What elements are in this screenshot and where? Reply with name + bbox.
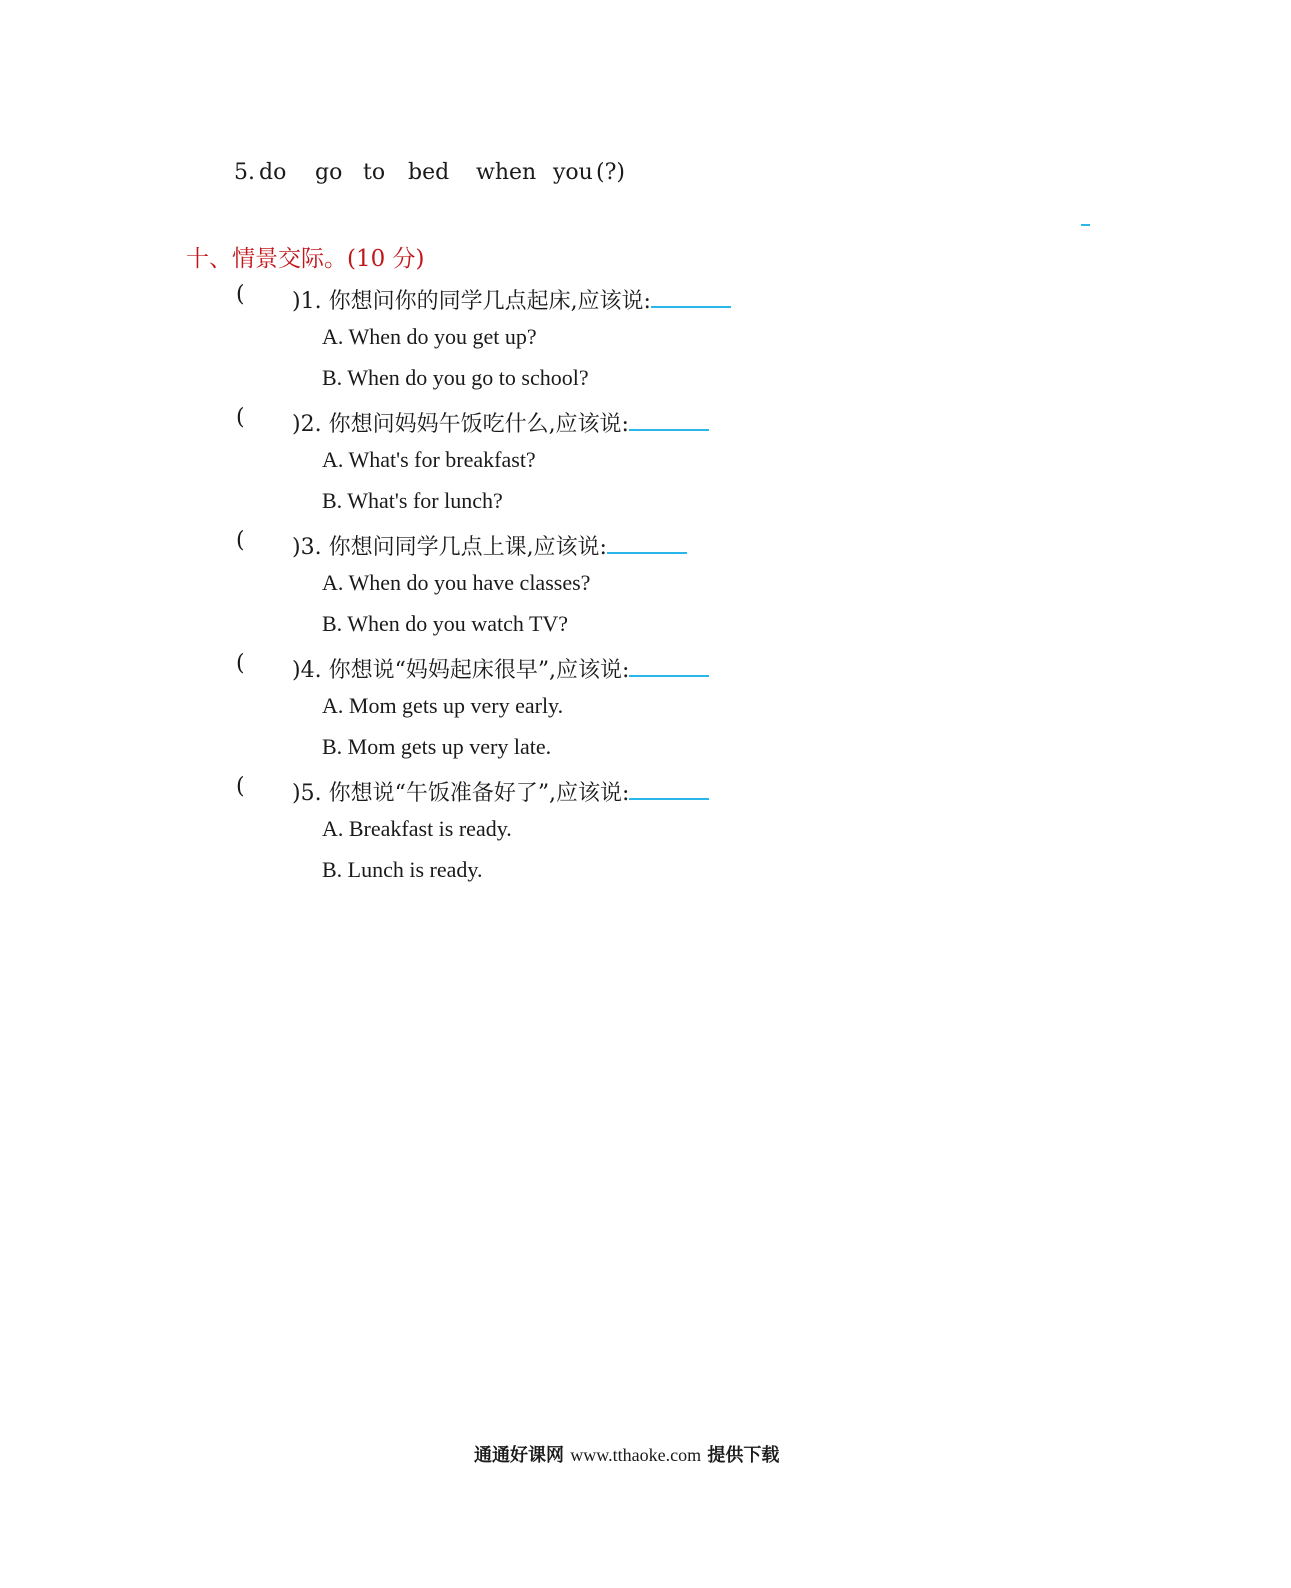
answer-blank[interactable] — [629, 774, 709, 800]
option-b: B. Lunch is ready. — [322, 857, 483, 882]
question-text: )5. 你想说“午饭准备好了”,应该说: — [292, 781, 630, 806]
word-card: to — [363, 160, 386, 185]
answer-paren: ( — [236, 528, 245, 553]
question-2 — [0, 405, 1291, 435]
question-text: )2. 你想问妈妈午饭吃什么,应该说: — [292, 412, 629, 437]
question-3 — [0, 528, 1291, 558]
option-a: A. Mom gets up very early. — [322, 693, 564, 718]
option-b: B. When do you watch TV? — [322, 611, 569, 636]
footer-suffix: 提供下载 — [707, 1445, 780, 1466]
word-card: when — [476, 160, 537, 185]
option-a: A. What's for breakfast? — [322, 447, 536, 472]
question-1 — [0, 282, 1291, 312]
answer-paren: ( — [236, 774, 245, 799]
answer-blank[interactable] — [629, 405, 709, 431]
option-b: B. What's for lunch? — [322, 488, 503, 513]
option-a: A. When do you get up? — [322, 324, 537, 349]
word-card: you — [553, 160, 593, 185]
answer-paren: ( — [236, 282, 245, 307]
footer-brand: 通通好课网 — [474, 1445, 564, 1466]
question-text: )3. 你想问同学几点上课,应该说: — [292, 535, 607, 560]
item-number: 5. — [234, 160, 255, 185]
stray-mark — [1081, 224, 1090, 226]
option-b: B. When do you go to school? — [322, 365, 589, 390]
word-card: go — [315, 160, 343, 185]
option-a: A. Breakfast is ready. — [322, 816, 512, 841]
answer-blank[interactable] — [629, 651, 709, 677]
answer-blank[interactable] — [607, 528, 687, 554]
answer-paren: ( — [236, 405, 245, 430]
footer — [474, 1441, 779, 1467]
option-b: B. Mom gets up very late. — [322, 734, 552, 759]
question-5 — [0, 774, 1291, 804]
answer-paren: ( — [236, 651, 245, 676]
question-4 — [0, 651, 1291, 681]
footer-url[interactable]: www.tthaoke.com — [570, 1445, 702, 1465]
question-mark-hint: (?) — [596, 160, 625, 185]
option-a: A. When do you have classes? — [322, 570, 591, 595]
answer-blank[interactable] — [651, 282, 731, 308]
question-text: )4. 你想说“妈妈起床很早”,应该说: — [292, 658, 630, 683]
word-card: do — [259, 160, 287, 185]
word-card: bed — [408, 160, 450, 185]
section-title: 十、情景交际。(10 分) — [186, 246, 425, 272]
question-text: )1. 你想问你的同学几点起床,应该说: — [292, 289, 651, 314]
